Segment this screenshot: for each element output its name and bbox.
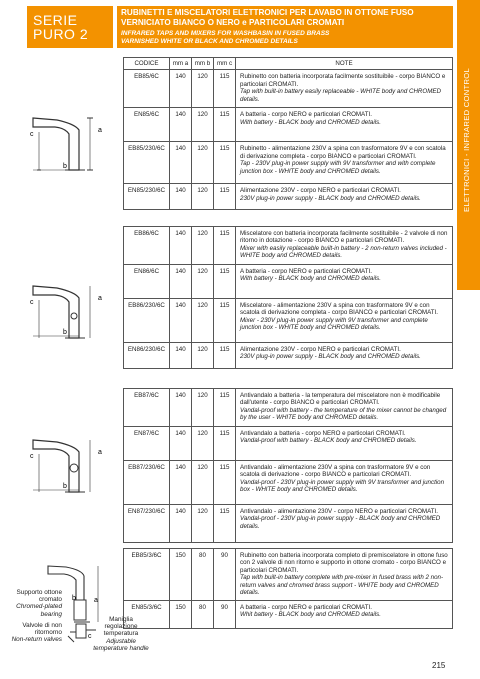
product-note xyxy=(236,108,453,142)
dim-a: 140 xyxy=(170,427,192,461)
dim-c: 115 xyxy=(214,461,236,505)
dim-c-label: c xyxy=(30,131,34,138)
product-note xyxy=(236,343,453,369)
dim-c: 115 xyxy=(214,265,236,299)
side-tab-label: ELETTRONICI - INFRARED CONTROL xyxy=(462,68,471,213)
dim-b-label: b xyxy=(63,483,67,490)
dim-a: 140 xyxy=(170,461,192,505)
dim-b-diagram-1 xyxy=(25,160,120,178)
dim-c: 115 xyxy=(214,505,236,543)
dim-a: 140 xyxy=(170,343,192,369)
table-row xyxy=(124,601,453,629)
note-en: Tap with built-in battery complete with pre-mixer in fused brass with 2 non-return valves and chromed brass support - WHITE body and CHROMED details. xyxy=(240,574,444,597)
note-en: Tap with built-in battery easily replaceable - WHITE body and CHROMED details. xyxy=(240,88,441,103)
product-code: EB87/230/6C xyxy=(124,461,170,505)
table-row xyxy=(124,184,453,210)
product-table-1 xyxy=(123,57,453,210)
product-code: EN87/230/6C xyxy=(124,505,170,543)
dim-c-label: c xyxy=(88,633,92,640)
product-code: EB86/230/6C xyxy=(124,299,170,343)
table-row xyxy=(124,427,453,461)
dim-b-diagram-2 xyxy=(25,326,120,344)
dim-b: 80 xyxy=(192,549,214,601)
product-code: EB85/3/6C xyxy=(124,549,170,601)
col-note-header: NOTE xyxy=(236,58,453,70)
dim-a: 150 xyxy=(170,549,192,601)
note-it: Rubinetto - alimentazione 230V a spina con trasformatore 9V e con scatola di derivazione completa - corpo BIANCO e particolari CROMATI. xyxy=(240,145,446,160)
dim-a: 140 xyxy=(170,184,192,210)
note-it: A batteria - corpo NERO e particolari CROMATI. xyxy=(240,111,372,119)
product-note xyxy=(236,601,453,629)
dim-a-label: a xyxy=(98,449,102,456)
col-c-header: mm c xyxy=(214,58,236,70)
legend-handle-it: Maniglia regolazione temperatura xyxy=(103,616,139,638)
product-note xyxy=(236,299,453,343)
dim-b: 120 xyxy=(192,389,214,427)
dim-b-label: b xyxy=(63,329,67,336)
note-it: Rubinetto con batteria incorporata facilmente sostituibile - corpo BIANCO e particolari CROMATI. xyxy=(240,73,446,88)
product-note xyxy=(236,461,453,505)
dim-c: 115 xyxy=(214,142,236,184)
product-table-2 xyxy=(123,226,453,369)
subtitle-line2: VARNISHED WHITE OR BLACK AND CHROMED DETAILS xyxy=(121,38,298,45)
page-subtitle xyxy=(121,30,451,46)
product-code: EB86/6C xyxy=(124,227,170,265)
series-name xyxy=(33,13,88,41)
dim-a: 140 xyxy=(170,227,192,265)
note-it: Antivandalo a batteria - la temperatura del miscelatore non è modificabile dall'utente - corpo BIANCO e particolari CROMATI. xyxy=(240,392,441,407)
dim-a: 140 xyxy=(170,505,192,543)
table-row xyxy=(124,505,453,543)
dim-a-label: a xyxy=(98,295,102,302)
dim-b: 120 xyxy=(192,70,214,108)
dim-c-label: c xyxy=(30,299,34,306)
note-it: Alimentazione 230V - corpo NERO e particolari CROMATI. xyxy=(240,346,401,353)
dim-b: 120 xyxy=(192,108,214,142)
title-line2: VERNICIATO BIANCO O NERO e PARTICOLARI CROMATI xyxy=(121,17,345,27)
dim-b: 120 xyxy=(192,343,214,369)
product-note xyxy=(236,265,453,299)
product-code: EB85/6C xyxy=(124,70,170,108)
note-en: Mixer - 230V plug-in power supply with 9V transformer and complete junction box - WHITE body and CHROMED details. xyxy=(240,316,428,332)
note-it: A batteria - corpo NERO e particolari CROMATI. xyxy=(240,268,372,275)
dim-a: 140 xyxy=(170,299,192,343)
dim-b: 120 xyxy=(192,299,214,343)
dim-c: 90 xyxy=(214,549,236,601)
table-row xyxy=(124,389,453,427)
page-title xyxy=(121,8,451,27)
note-it: Antivandalo - alimentazione 230V a spina con trasformatore 9V e con scatola di derivazione - corpo BIANCO e particolari CROMATI. xyxy=(240,464,431,479)
table-row xyxy=(124,227,453,265)
dim-b: 120 xyxy=(192,427,214,461)
note-en: Vandal-proof - 230V plug-in power supply with 9V transformer and junction box - WHITE body and CHROMED details. xyxy=(240,478,445,494)
dim-a-label: a xyxy=(98,127,102,134)
dim-c: 115 xyxy=(214,227,236,265)
dim-c: 115 xyxy=(214,184,236,210)
product-note xyxy=(236,427,453,461)
dim-b: 120 xyxy=(192,184,214,210)
product-note xyxy=(236,184,453,210)
product-code: EN86/6C xyxy=(124,265,170,299)
note-en: 230V plug-in power supply - BLACK body and CHROMED details. xyxy=(240,194,421,202)
note-it: Alimentazione 230V - corpo NERO e particolari CROMATI. xyxy=(240,187,401,195)
table-row xyxy=(124,461,453,505)
dim-c: 115 xyxy=(214,70,236,108)
dim-a: 140 xyxy=(170,142,192,184)
col-a-header: mm a xyxy=(170,58,192,70)
product-code: EB85/230/6C xyxy=(124,142,170,184)
legend-handle xyxy=(92,616,150,652)
dim-a: 150 xyxy=(170,601,192,629)
dim-b: 120 xyxy=(192,505,214,543)
product-note xyxy=(236,227,453,265)
note-it: Miscelatore - alimentazione 230V a spina con trasformatore 9V e con scatola di derivazione completa - corpo BIANCO e particolari CROMATI. xyxy=(240,302,438,317)
note-en: With battery - BLACK body and CHROMED details. xyxy=(240,275,381,283)
note-it: Miscelatore con batteria incorporata facilmente sostituibile - 2 valvole di non ritorno in dotazione - corpo BIANCO e particolari CROMATI. xyxy=(240,230,448,245)
note-it: Antivandalo - alimentazione 230V - corpo NERO e particolari CROMATI. xyxy=(240,508,438,515)
dim-c-label: c xyxy=(30,453,34,460)
note-en: Vandal-proof - 230V plug-in power supply - BLACK body and CHROMED details. xyxy=(240,515,441,530)
dim-b: 120 xyxy=(192,227,214,265)
dim-a: 140 xyxy=(170,265,192,299)
table-row xyxy=(124,299,453,343)
product-code: EN85/6C xyxy=(124,108,170,142)
table-row xyxy=(124,108,453,142)
product-note xyxy=(236,142,453,184)
note-en: Tap - 230V plug-in power supply with 9V transformer and with complete junction box - WHITE body and CHROMED details. xyxy=(240,160,436,175)
note-en: With battery - BLACK body and CHROMED details. xyxy=(240,118,381,126)
dim-a-label: a xyxy=(94,597,98,604)
dim-c: 115 xyxy=(214,108,236,142)
table-row xyxy=(124,549,453,601)
legend-support-en: Chromed-plated bearing xyxy=(16,603,62,618)
legend-handle-en: Adjustable temperature handle xyxy=(93,637,149,652)
legend-support xyxy=(4,589,62,618)
note-it: Antivandalo a batteria - corpo NERO e particolari CROMATI. xyxy=(240,430,406,437)
product-code: EN85/230/6C xyxy=(124,184,170,210)
dim-c: 115 xyxy=(214,343,236,369)
table-row xyxy=(124,343,453,369)
dim-c: 90 xyxy=(214,601,236,629)
product-note xyxy=(236,505,453,543)
dim-c: 115 xyxy=(214,427,236,461)
note-it: Rubinetto con batteria incorporata completo di premiscelatore in ottone fuso con 2 valvole di non ritorno e supporto in ottone cromato - corpo BIANCO e particolari CROMATI. xyxy=(240,552,448,574)
note-en: Whit battery - BLACK body and CHROMED details. xyxy=(240,611,381,619)
dim-b: 120 xyxy=(192,461,214,505)
dim-b: 120 xyxy=(192,265,214,299)
subtitle-line1: INFRARED TAPS AND MIXERS FOR WASHBASIN IN FUSED BRASS xyxy=(121,30,330,37)
note-en: Vandal-proof with battery - the temperature of the mixer cannot be changed by the user - WHITE body and CHROMED details. xyxy=(240,406,447,422)
series-line2: PURO 2 xyxy=(33,26,89,42)
legend-valves xyxy=(4,622,62,644)
dim-b-diagram-3 xyxy=(25,480,120,498)
title-line1: RUBINETTI E MISCELATORI ELETTRONICI PER LAVABO IN OTTONE FUSO xyxy=(121,8,414,17)
note-en: Mixer with easily replaceable built-in battery - 2 non-return valves included - WHITE body and CHROMED details. xyxy=(240,244,447,260)
note-it: A batteria - corpo NERO e particolari CROMATI. xyxy=(240,604,372,611)
product-note xyxy=(236,70,453,108)
dim-a: 140 xyxy=(170,70,192,108)
note-en: 230V plug-in power supply - BLACK body and CHROMED details. xyxy=(240,353,421,361)
legend-support-it: Supporto ottone cromato xyxy=(16,589,62,604)
product-note xyxy=(236,389,453,427)
table-row xyxy=(124,70,453,108)
product-code: EN85/3/6C xyxy=(124,601,170,629)
product-code: EB87/6C xyxy=(124,389,170,427)
product-code: EN87/6C xyxy=(124,427,170,461)
legend-valves-en: Non-return valves xyxy=(11,636,62,644)
dim-a: 140 xyxy=(170,108,192,142)
product-code: EN86/230/6C xyxy=(124,343,170,369)
page-number: 215 xyxy=(432,661,446,670)
legend-valves-it: Valvole di non ritornorno xyxy=(22,622,62,637)
table-header-row xyxy=(124,58,453,70)
product-table-3 xyxy=(123,388,453,543)
product-note xyxy=(236,549,453,601)
dim-b-label: b xyxy=(63,163,67,170)
dim-c: 115 xyxy=(214,299,236,343)
col-code-header: CODICE xyxy=(124,58,170,70)
table-row xyxy=(124,265,453,299)
dim-b: 80 xyxy=(192,601,214,629)
dim-b-label: b xyxy=(72,595,76,602)
dim-b: 120 xyxy=(192,142,214,184)
table-row xyxy=(124,142,453,184)
col-b-header: mm b xyxy=(192,58,214,70)
dim-c: 115 xyxy=(214,389,236,427)
note-en: Vandal-proof with battery - BLACK body and CHROMED details. xyxy=(240,437,417,445)
dim-a: 140 xyxy=(170,389,192,427)
product-table-4 xyxy=(123,548,453,629)
series-line1: SERIE xyxy=(33,12,78,28)
